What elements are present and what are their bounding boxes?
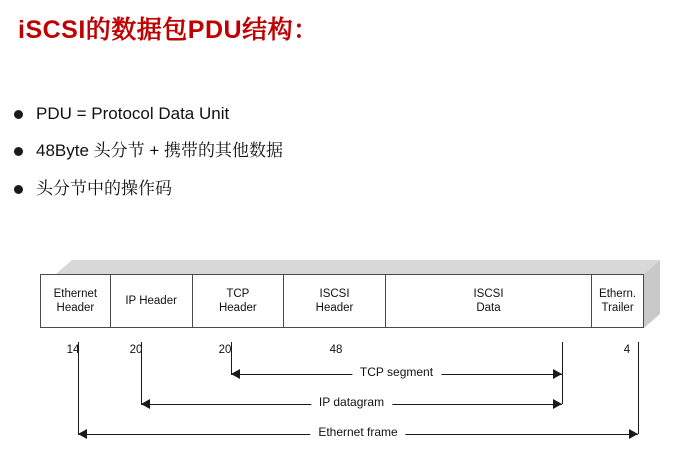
span-arrow-left-icon bbox=[141, 399, 150, 409]
segment-label-line2: Header bbox=[218, 302, 257, 314]
size-ethernet-trailer: 4 bbox=[623, 344, 631, 356]
guide-tick bbox=[562, 342, 563, 404]
bullet-text: 48Byte 头分节 + 携带的其他数据 bbox=[36, 141, 284, 161]
page-title: iSCSI的数据包PDU结构： bbox=[18, 16, 319, 44]
segment-label-line1: ISCSI bbox=[473, 287, 504, 300]
packet-bar-top-face bbox=[56, 260, 660, 274]
segment-label-line1: IP Header bbox=[125, 294, 177, 307]
pdu-structure-diagram bbox=[0, 248, 693, 461]
guide-tick bbox=[638, 342, 639, 434]
bullet-dot-icon bbox=[14, 147, 23, 156]
segment-label-line2: Trailer bbox=[601, 302, 634, 314]
segment-label-line1: ISCSI bbox=[319, 287, 350, 300]
span-ethernet-frame bbox=[78, 420, 638, 450]
span-arrow-right-icon bbox=[553, 369, 562, 379]
span-arrow-right-icon bbox=[553, 399, 562, 409]
segment-label-line2: Data bbox=[476, 302, 501, 314]
span-label: Ethernet frame bbox=[310, 425, 405, 439]
packet-bar-front-face bbox=[40, 274, 644, 328]
size-tcp-header: 20 bbox=[218, 344, 232, 356]
span-label: IP datagram bbox=[311, 395, 392, 409]
packet-bar bbox=[40, 260, 660, 342]
segment-ethernet-header bbox=[41, 275, 111, 327]
segment-label-line1: Ethern. bbox=[599, 287, 637, 300]
guide-tick bbox=[78, 342, 79, 434]
bullet-list bbox=[14, 103, 614, 215]
list-item bbox=[14, 103, 614, 124]
bullet-dot-icon bbox=[14, 185, 23, 194]
guide-tick bbox=[141, 342, 142, 404]
segment-label-line2: Header bbox=[315, 302, 354, 314]
span-label: TCP segment bbox=[352, 365, 441, 379]
size-iscsi-header: 48 bbox=[329, 344, 343, 356]
segment-ethernet-trailer bbox=[592, 275, 643, 327]
span-arrow-left-icon bbox=[78, 429, 87, 439]
span-tcp-segment bbox=[231, 360, 562, 390]
list-item bbox=[14, 178, 614, 199]
bullet-text: PDU = Protocol Data Unit bbox=[36, 104, 230, 123]
size-ethernet-header: 14 bbox=[66, 344, 80, 356]
segment-tcp-header bbox=[193, 275, 285, 327]
list-item bbox=[14, 140, 614, 161]
bullet-text: 头分节中的操作码 bbox=[36, 178, 172, 198]
size-ip-header: 20 bbox=[129, 344, 143, 356]
segment-label-line1: Ethernet bbox=[53, 287, 98, 300]
guide-tick bbox=[231, 342, 232, 374]
segment-iscsi-header bbox=[284, 275, 386, 327]
span-arrow-left-icon bbox=[231, 369, 240, 379]
segment-ip-header bbox=[111, 275, 193, 327]
segment-label-line1: TCP bbox=[226, 287, 250, 300]
segment-label-line2: Header bbox=[56, 302, 95, 314]
span-ip-datagram bbox=[141, 390, 562, 420]
span-arrow-right-icon bbox=[629, 429, 638, 439]
segment-iscsi-data bbox=[386, 275, 592, 327]
bullet-dot-icon bbox=[14, 110, 23, 119]
